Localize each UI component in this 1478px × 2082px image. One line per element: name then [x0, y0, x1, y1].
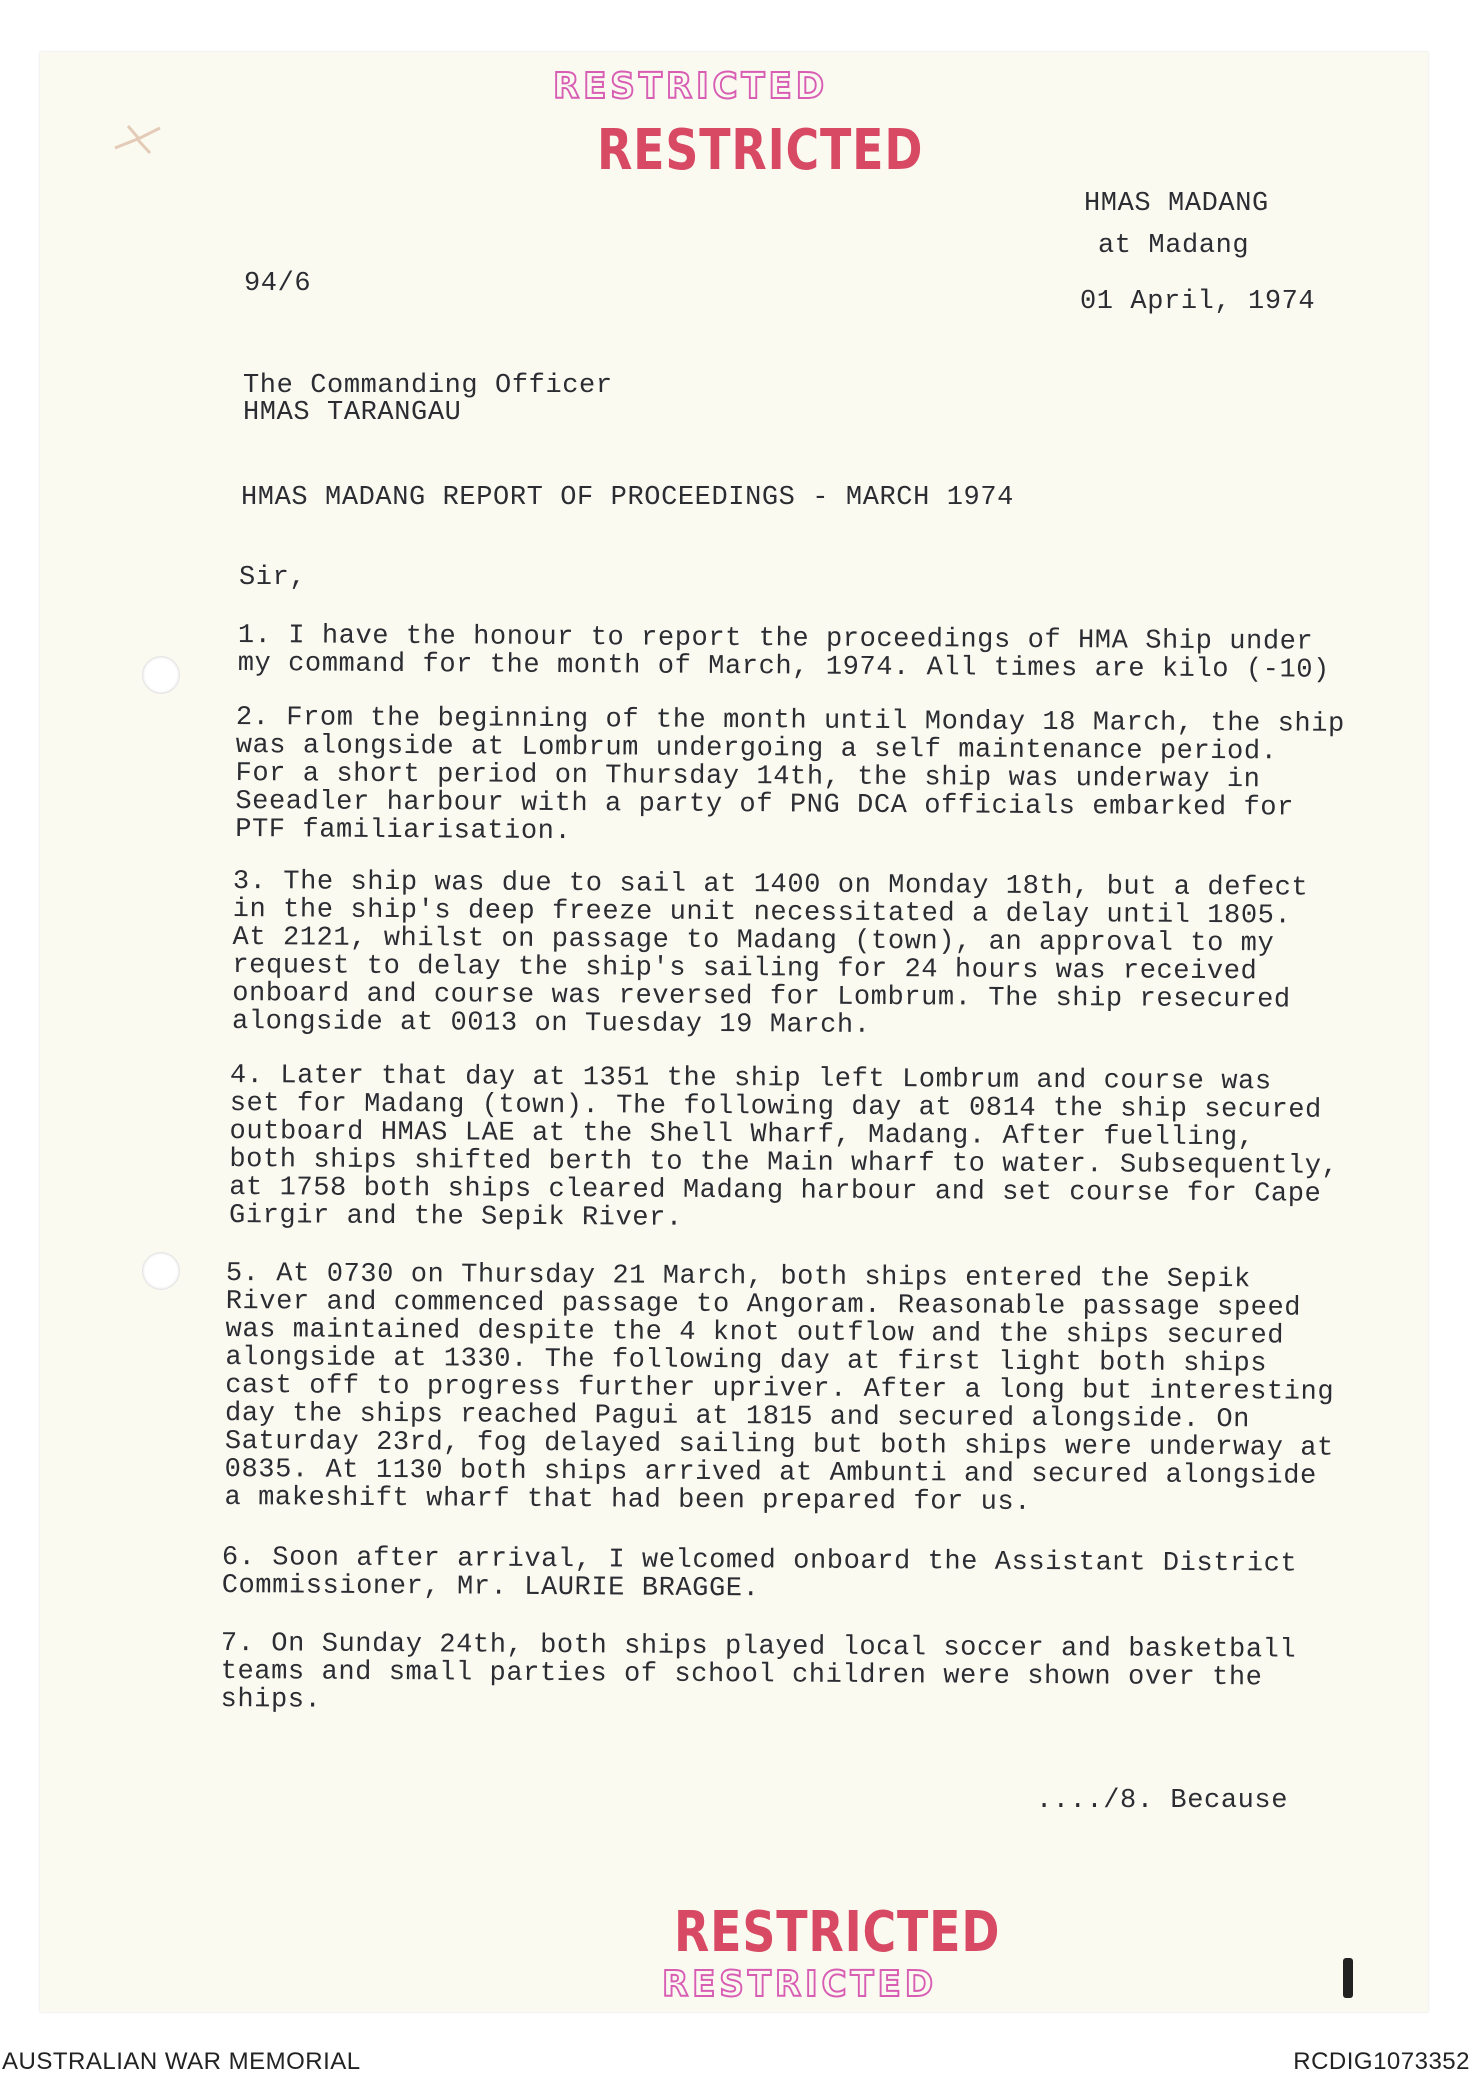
paragraph-line: in the ship's deep freeze unit necessitated a delay until 1805. — [232, 894, 1292, 932]
paragraph-line: teams and small parties of school children were shown over the — [220, 1656, 1263, 1694]
paragraph-line: 4. Later that day at 1351 the ship left Lombrum and course was — [229, 1061, 1272, 1098]
paragraph-line: 1. I have the honour to report the proceedings of HMA Ship under — [237, 621, 1314, 658]
paragraph-line: day the ships reached Pagui at 1815 and secured alongside. On — [224, 1398, 1251, 1436]
letter-date: 01 April, 1974 — [1080, 287, 1316, 317]
continuation-catchword: ..../8. Because — [1036, 1786, 1289, 1816]
paragraph-line: PTF familiarisation. — [235, 814, 572, 848]
footer-institution: AUSTRALIAN WAR MEMORIAL — [2, 2048, 361, 2075]
paragraph-line: 6. Soon after arrival, I welcomed onboard the Assistant District — [221, 1543, 1298, 1580]
paragraph-line: my command for the month of March, 1974. All times are kilo (-10) — [237, 648, 1330, 686]
paragraph-line: 3. The ship was due to sail at 1400 on Monday 18th, but a defect — [232, 867, 1309, 904]
paragraph-line: Girgir and the Sepik River. — [228, 1200, 683, 1234]
paragraph-line: request to delay the ship's sailing for 24 hours was received — [232, 950, 1258, 988]
paragraph-2 — [235, 704, 1345, 851]
report-subject: HMAS MADANG REPORT OF PROCEEDINGS - MARCH 1974 — [241, 483, 1014, 513]
punch-hole-top — [142, 656, 180, 694]
addressee-line-1: The Commanding Officer — [243, 371, 613, 401]
paragraph-7 — [220, 1630, 1296, 1721]
ink-mark — [1343, 1958, 1353, 1998]
paragraph-4 — [229, 1062, 1339, 1237]
paragraph-6 — [222, 1544, 1298, 1607]
paragraph-line: was maintained despite the 4 knot outflow and the ships secured — [225, 1314, 1285, 1352]
paragraph-line: Saturday 23rd, fog delayed sailing but both ships were underway at — [224, 1426, 1334, 1464]
restricted-stamp-bottom-outline: RESTRICTED — [662, 1964, 937, 2005]
paragraph-line: River and commenced passage to Angoram. Reasonable passage speed — [225, 1286, 1302, 1324]
sender-location: at Madang — [1098, 231, 1250, 261]
paragraph-5 — [224, 1260, 1335, 1519]
paragraph-line: For a short period on Thursday 14th, the ship was underway in — [235, 758, 1261, 796]
paragraph-line: onboard and course was reversed for Lombrum. The ship resecured — [232, 978, 1291, 1016]
paragraph-3 — [232, 868, 1308, 1043]
paragraph-line: 7. On Sunday 24th, both ships played local soccer and basketball — [220, 1629, 1297, 1666]
restricted-stamp-top-outline: RESTRICTED — [553, 66, 828, 107]
paragraph-1 — [238, 622, 1330, 685]
paragraph-line: both ships shifted berth to the Main wharf to water. Subsequently, — [229, 1144, 1339, 1182]
paragraph-line: At 2121, whilst on passage to Madang (town), an approval to my — [232, 922, 1275, 960]
paragraph-line: 2. From the beginning of the month until Monday 18 March, the ship — [235, 703, 1345, 740]
footer-record-id: RCDIG1073352 — [1293, 2048, 1470, 2075]
paragraph-line: at 1758 both ships cleared Madang harbour and set course for Cape — [229, 1172, 1322, 1210]
restricted-stamp-top: RESTRICTED — [597, 118, 924, 183]
paragraph-line: alongside at 1330. The following day at first light both ships — [225, 1342, 1268, 1380]
paragraph-line: outboard HMAS LAE at the Shell Wharf, Madang. After fuelling, — [229, 1116, 1255, 1154]
paragraph-line: was alongside at Lombrum undergoing a self maintenance period. — [235, 730, 1278, 768]
restricted-stamp-bottom: RESTRICTED — [674, 1900, 1001, 1965]
paragraph-line: cast off to progress further upriver. After a long but interesting — [225, 1370, 1335, 1408]
sender-ship: HMAS MADANG — [1084, 189, 1269, 219]
paragraph-line: Commissioner, Mr. LAURIE BRAGGE. — [221, 1570, 760, 1605]
paragraph-line: Seeadler harbour with a party of PNG DCA officials embarked for — [235, 786, 1295, 824]
paragraph-line: ships. — [220, 1684, 322, 1716]
paragraph-line: a makeshift wharf that had been prepared for us. — [224, 1482, 1032, 1518]
paragraph-line: 0835. At 1130 both ships arrived at Ambunti and secured alongside — [224, 1454, 1317, 1492]
paragraph-line: 5. At 0730 on Thursday 21 March, both ships entered the Sepik — [225, 1259, 1251, 1296]
paper-stain-mark — [110, 118, 180, 168]
paragraph-line: alongside at 0013 on Tuesday 19 March. — [231, 1006, 871, 1041]
file-reference: 94/6 — [244, 269, 312, 299]
salutation: Sir, — [239, 563, 307, 593]
punch-hole-bottom — [142, 1252, 180, 1290]
addressee-line-2: HMAS TARANGAU — [243, 398, 462, 428]
paragraph-line: set for Madang (town). The following day at 0814 the ship secured — [229, 1088, 1322, 1126]
